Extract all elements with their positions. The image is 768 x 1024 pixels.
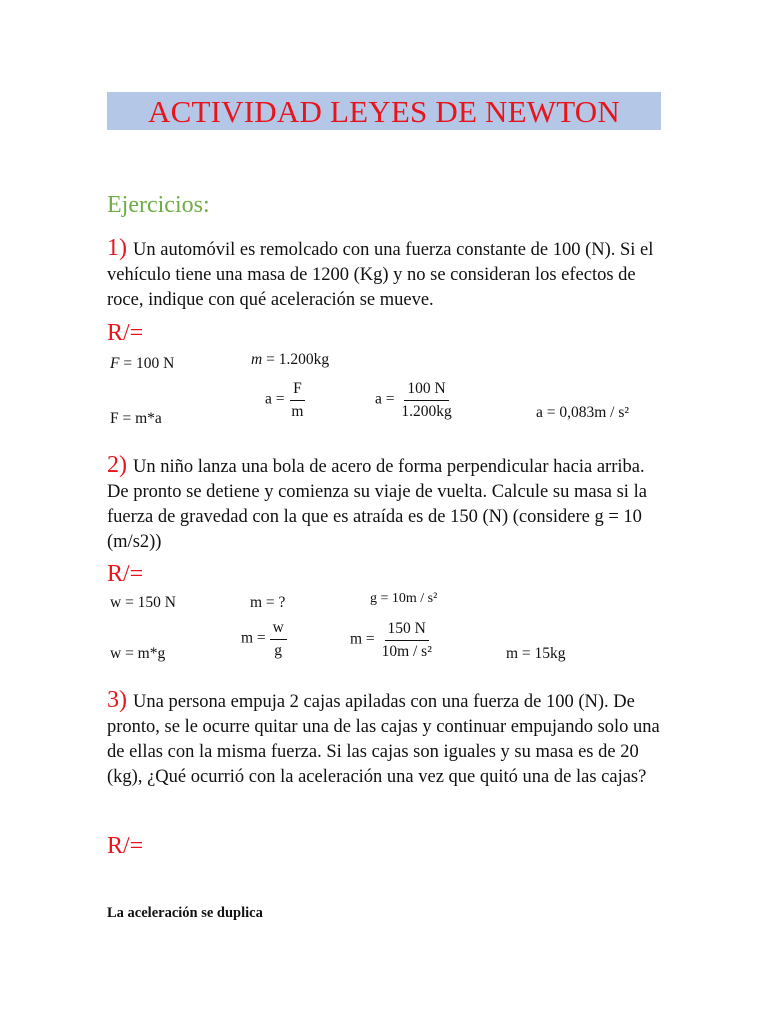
q1-eq-accel-den: m <box>291 402 304 420</box>
question-2-number: 2) <box>107 452 127 478</box>
title-banner <box>107 92 661 130</box>
q1-eq-force <box>110 356 174 372</box>
q2-eq-mass-fraction <box>270 620 287 658</box>
q1-eq-mass <box>251 352 329 368</box>
exercises-heading: Ejercicios: <box>107 192 210 218</box>
q1-eq-result: a = 0,083m / s² <box>536 404 630 421</box>
q1-eq-accel2-den: 1.200kg <box>401 402 452 420</box>
q1-eq-accel-num: F <box>290 381 305 401</box>
q2-eq-result: m = 15kg <box>506 645 566 662</box>
question-1 <box>107 236 667 313</box>
q1-eq-accel-fraction <box>288 381 306 419</box>
q2-eq-mass-den: g <box>274 641 283 659</box>
answer-label-3: R/= <box>107 833 144 859</box>
question-3-text: Una persona empuja 2 cajas apiladas con una fuerza de 100 (N). De pronto, se le ocurre quitar una de las cajas y continuar empujando solo una de ellas con la misma fuerza. Si las cajas son iguales y su masa es de 20 (kg), ¿Qué ocurrió con la aceleración una vez que quitó una de las cajas? <box>107 692 660 787</box>
q2-eq-gravity: g = 10m / s² <box>370 591 438 606</box>
question-3-number: 3) <box>107 687 127 713</box>
q1-eq-force-val: = 100 N <box>119 355 175 372</box>
q2-eq-mass-substitution <box>350 621 435 659</box>
answer-label-2: R/= <box>107 561 144 587</box>
question-1-text: Un automóvil es remolcado con una fuerza constante de 100 (N). Si el vehículo tiene una masa de 1200 (Kg) y no se consideran los efectos de roce, indique con qué aceleración se mueve. <box>107 240 654 310</box>
q2-eq-mass2-fraction <box>379 621 435 659</box>
q2-eq-mass-lhs: m = <box>241 629 270 647</box>
final-answer: La aceleración se duplica <box>107 905 263 921</box>
question-1-number: 1) <box>107 235 127 261</box>
q1-eq-mass-var: m <box>251 351 263 368</box>
q1-eq-accel2-lhs: a = <box>375 390 399 408</box>
q2-eq-mass-num: w <box>270 620 287 640</box>
q1-eq-mass-val: = 1.200kg <box>262 351 330 368</box>
q1-eq-law: F = m*a <box>110 410 162 427</box>
page-title: ACTIVIDAD LEYES DE NEWTON <box>148 93 620 129</box>
question-2 <box>107 453 667 555</box>
q1-eq-accel-formula <box>265 381 306 419</box>
q2-eq-weight: w = 150 N <box>110 594 177 611</box>
q2-eq-mass-formula <box>241 620 287 658</box>
q2-eq-mass2-den: 10m / s² <box>381 642 432 660</box>
q2-eq-mass2-lhs: m = <box>350 630 379 648</box>
q1-eq-accel2-num: 100 N <box>404 381 448 401</box>
q1-eq-accel-lhs: a = <box>265 390 289 408</box>
q1-eq-force-var: F <box>110 355 120 372</box>
q1-eq-accel2-fraction <box>398 381 454 419</box>
q2-eq-mass2-num: 150 N <box>385 621 429 641</box>
q2-eq-law: w = m*g <box>110 645 166 662</box>
q1-eq-accel-substitution <box>375 381 455 419</box>
answer-label-1: R/= <box>107 320 144 346</box>
q2-eq-mass-unknown: m = ? <box>250 594 286 611</box>
question-2-text: Un niño lanza una bola de acero de forma perpendicular hacia arriba. De pronto se detiene y comienza su viaje de vuelta. Calcule su masa si la fuerza de gravedad con la que es atraída es de 150 (N) (considere g = 10 (m/s2)) <box>107 457 647 552</box>
question-3 <box>107 688 667 790</box>
